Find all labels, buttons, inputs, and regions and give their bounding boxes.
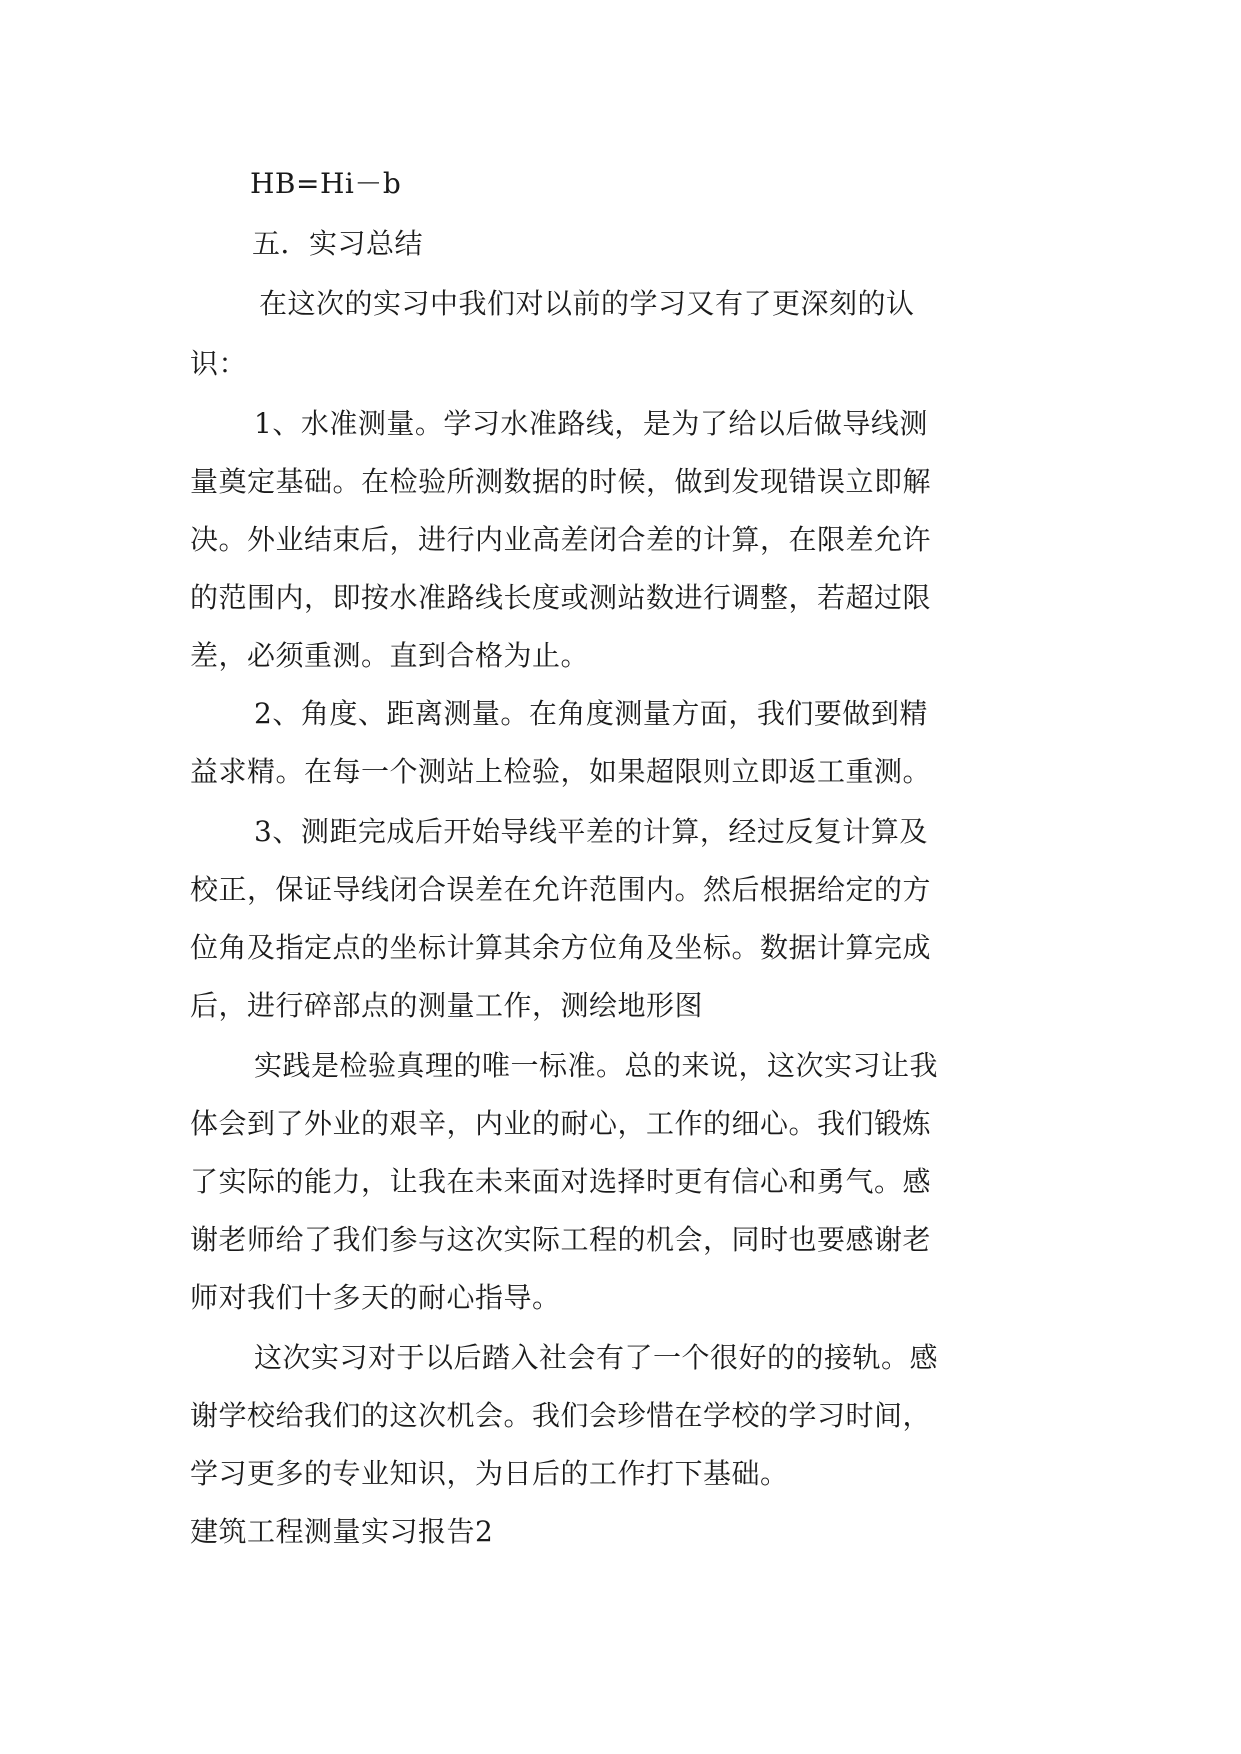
paragraph-line: 量奠定基础。在检验所测数据的时候，做到发现错误立即解 — [190, 465, 932, 498]
paragraph-line: 3、测距完成后开始导线平差的计算，经过反复计算及 — [254, 815, 928, 848]
paragraph-line: 体会到了外业的艰辛，内业的耐心，工作的细心。我们锻炼 — [190, 1107, 932, 1140]
paragraph-line: 了实际的能力，让我在未来面对选择时更有信心和勇气。感 — [190, 1165, 932, 1198]
paragraph-line: 谢学校给我们的这次机会。我们会珍惜在学校的学习时间， — [190, 1399, 932, 1432]
paragraph-line: 2、角度、距离测量。在角度测量方面，我们要做到精 — [254, 697, 928, 730]
formula-line: HB=Hi－b — [250, 167, 402, 200]
paragraph-line: 谢老师给了我们参与这次实际工程的机会，同时也要感谢老 — [190, 1223, 932, 1256]
paragraph-line: 校正，保证导线闭合误差在允许范围内。然后根据给定的方 — [190, 873, 932, 906]
paragraph-line: 益求精。在每一个测站上检验，如果超限则立即返工重测。 — [190, 755, 932, 788]
paragraph-line: 识： — [190, 347, 248, 380]
report-title: 建筑工程测量实习报告2 — [190, 1515, 494, 1548]
paragraph-line: 的范围内，即按水准路线长度或测站数进行调整，若超过限 — [190, 581, 932, 614]
paragraph-line: 1、水准测量。学习水准路线，是为了给以后做导线测 — [254, 407, 928, 440]
paragraph-line: 位角及指定点的坐标计算其余方位角及坐标。数据计算完成 — [190, 931, 932, 964]
paragraph-line: 学习更多的专业知识，为日后的工作打下基础。 — [190, 1457, 789, 1490]
paragraph-line: 师对我们十多天的耐心指导。 — [190, 1281, 561, 1314]
paragraph-line: 后，进行碎部点的测量工作，测绘地形图 — [190, 989, 704, 1022]
paragraph-line: 这次实习对于以后踏入社会有了一个很好的的接轨。感 — [254, 1341, 939, 1374]
paragraph-line: 差，必须重测。直到合格为止。 — [190, 639, 590, 672]
paragraph-line: 在这次的实习中我们对以前的学习又有了更深刻的认 — [259, 287, 915, 320]
paragraph-line: 决。外业结束后，进行内业高差闭合差的计算，在限差允许 — [190, 523, 932, 556]
section-heading: 五．实习总结 — [252, 227, 424, 260]
paragraph-line: 实践是检验真理的唯一标准。总的来说，这次实习让我 — [254, 1049, 939, 1082]
